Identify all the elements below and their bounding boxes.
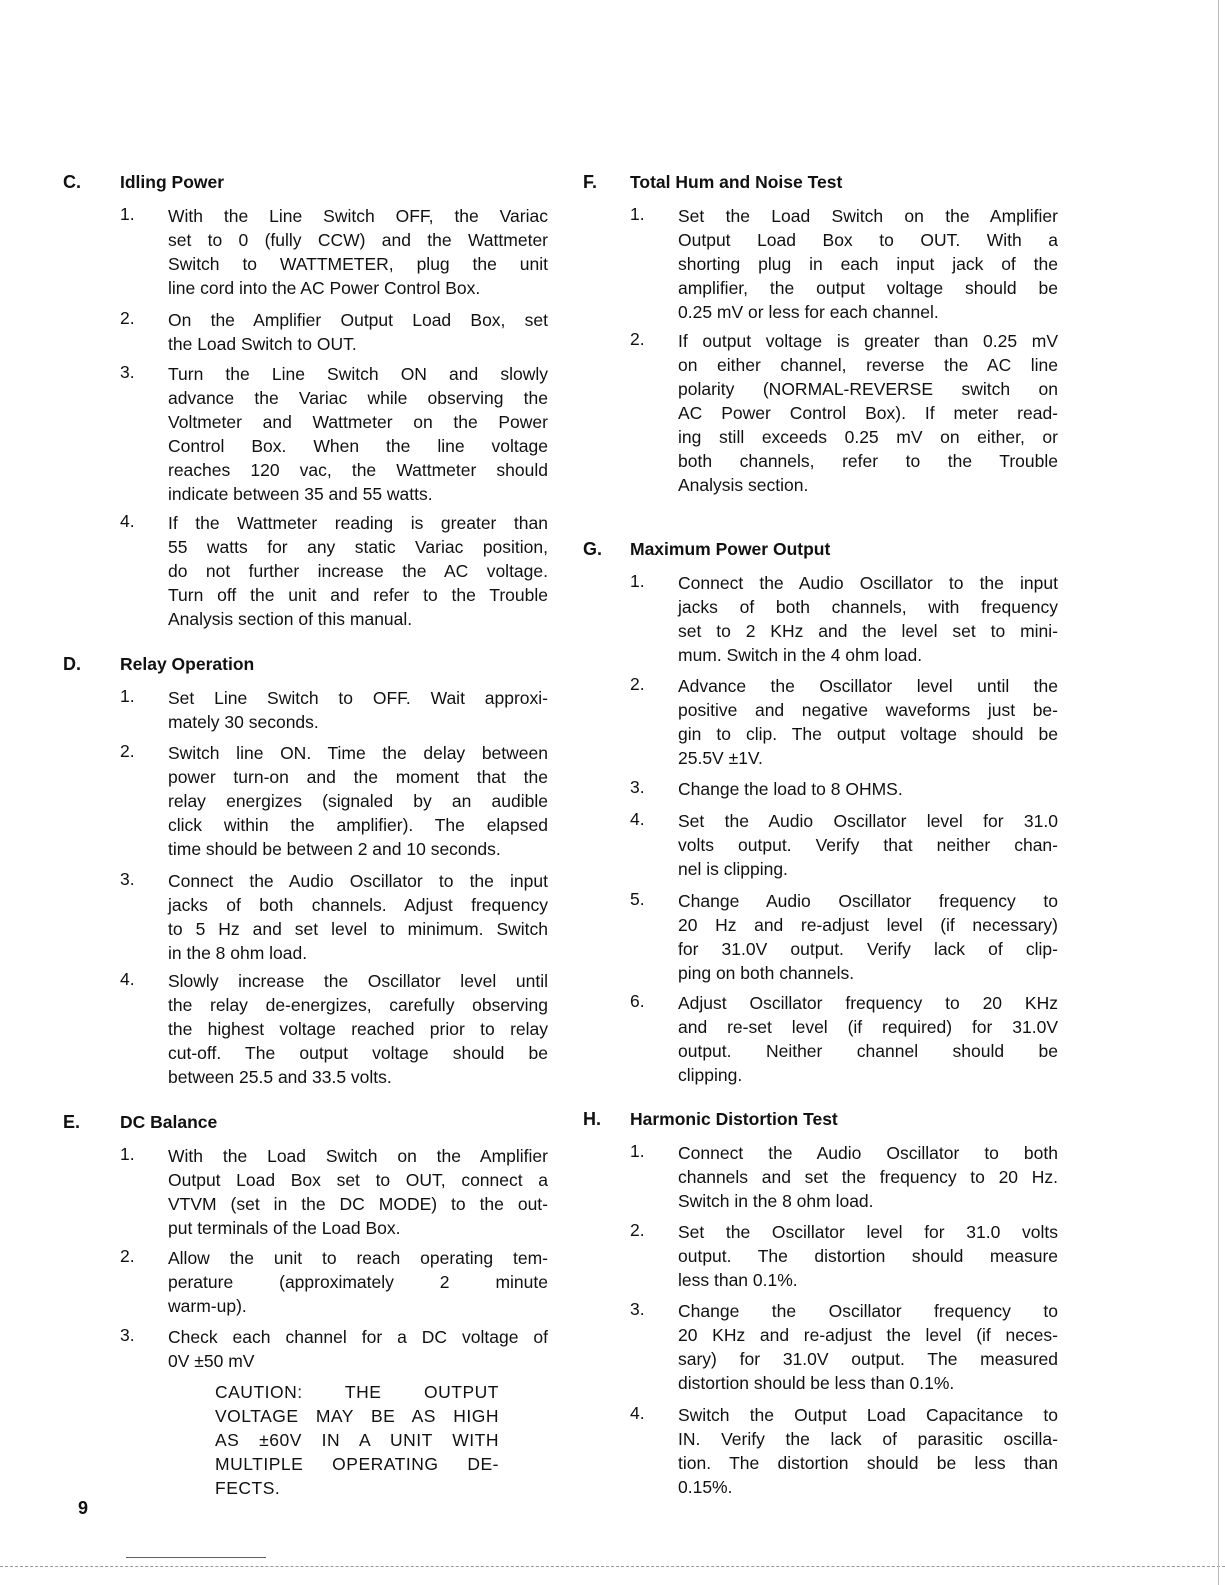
- text-line: in the 8 ohm load.: [168, 943, 308, 963]
- text-line: If output voltage is greater than 0.25 mV: [678, 331, 1058, 351]
- item-number: 3.: [120, 1325, 135, 1345]
- caution-line: MULTIPLE OPERATING DE-: [215, 1454, 499, 1474]
- item-text: [678, 991, 1058, 1087]
- item-text: [168, 1325, 548, 1373]
- text-line: both channels, refer to the Trouble: [678, 451, 1058, 471]
- link-underline: [126, 1557, 266, 1558]
- text-line: click within the amplifier). The elapsed: [168, 815, 548, 835]
- caution-line: CAUTION: THE OUTPUT: [215, 1382, 499, 1402]
- item-number: 1.: [120, 204, 135, 224]
- item-text: [168, 308, 548, 356]
- text-line: Switch in the 8 ohm load.: [678, 1191, 874, 1211]
- text-line: amplifier, the output voltage should be: [678, 278, 1058, 298]
- item-number: 2.: [630, 329, 645, 349]
- text-line: 20 Hz and re-adjust level (if necessary): [678, 915, 1058, 935]
- item-number: 2.: [630, 674, 645, 694]
- text-line: Change Audio Oscillator frequency to: [678, 891, 1058, 911]
- text-line: output. Neither channel should be: [678, 1041, 1058, 1061]
- item-text: [678, 571, 1058, 667]
- text-line: ing still exceeds 0.25 mV on either, or: [678, 427, 1058, 447]
- item-text: [168, 741, 548, 861]
- text-line: 0.25 mV or less for each channel.: [678, 302, 939, 322]
- text-line: sary) for 31.0V output. The measured: [678, 1349, 1058, 1369]
- item-number: 5.: [630, 889, 645, 909]
- text-line: Analysis section of this manual.: [168, 609, 413, 629]
- text-line: Set Line Switch to OFF. Wait approxi-: [168, 688, 548, 708]
- item-number: 1.: [630, 571, 645, 591]
- text-line: distortion should be less than 0.1%.: [678, 1373, 955, 1393]
- text-line: Turn the Line Switch ON and slowly: [168, 364, 548, 384]
- text-line: IN. Verify the lack of parasitic oscilla-: [678, 1429, 1058, 1449]
- item-number: 4.: [120, 969, 135, 989]
- item-text: [678, 674, 1058, 770]
- text-line: indicate between 35 and 55 watts.: [168, 484, 433, 504]
- page-number: 9: [78, 1498, 89, 1518]
- text-line: power turn-on and the moment that the: [168, 767, 548, 787]
- text-line: output. The distortion should measure: [678, 1246, 1058, 1266]
- text-line: With the Load Switch on the Amplifier: [168, 1146, 548, 1166]
- item-text: [678, 809, 1058, 881]
- item-text: [168, 362, 548, 506]
- text-line: Analysis section.: [678, 475, 809, 495]
- section-letter: H.: [583, 1109, 601, 1129]
- section-letter: C.: [63, 172, 81, 192]
- item-text: [168, 204, 548, 300]
- text-line: ping on both channels.: [678, 963, 855, 983]
- text-line: warm-up).: [168, 1296, 247, 1316]
- text-line: Turn off the unit and refer to the Trouble: [168, 585, 548, 605]
- section-title: Idling Power: [120, 172, 225, 192]
- item-number: 4.: [120, 511, 135, 531]
- item-text: [678, 889, 1058, 985]
- text-line: Set the Load Switch on the Amplifier: [678, 206, 1058, 226]
- item-number: 1.: [120, 686, 135, 706]
- item-text: [168, 686, 548, 734]
- caution-line: VOLTAGE MAY BE AS HIGH: [215, 1406, 499, 1426]
- text-line: to 5 Hz and set level to minimum. Switch: [168, 919, 548, 939]
- item-number: 2.: [120, 741, 135, 761]
- text-line: jacks of both channels, with frequency: [678, 597, 1058, 617]
- text-line: Switch the Output Load Capacitance to: [678, 1405, 1058, 1425]
- text-line: Output Load Box set to OUT, connect a: [168, 1170, 548, 1190]
- item-text: [678, 1220, 1058, 1292]
- caution-line: AS ±60V IN A UNIT WITH: [215, 1430, 499, 1450]
- item-text: [678, 329, 1058, 497]
- section-title: Total Hum and Noise Test: [630, 172, 843, 192]
- text-line: Change the load to 8 OHMS.: [678, 779, 903, 799]
- item-number: 1.: [120, 1144, 135, 1164]
- item-text: [168, 969, 548, 1089]
- text-line: Slowly increase the Oscillator level until: [168, 971, 548, 991]
- section-title: Harmonic Distortion Test: [630, 1109, 838, 1129]
- item-text: [168, 869, 548, 965]
- caution-note: [215, 1380, 499, 1500]
- text-line: Set the Audio Oscillator level for 31.0: [678, 811, 1058, 831]
- item-number: 2.: [630, 1220, 645, 1240]
- text-line: mately 30 seconds.: [168, 712, 319, 732]
- text-line: Set the Oscillator level for 31.0 volts: [678, 1222, 1058, 1242]
- text-line: the Load Switch to OUT.: [168, 334, 357, 354]
- text-line: Switch line ON. Time the delay between: [168, 743, 548, 763]
- text-line: jacks of both channels. Adjust frequency: [168, 895, 548, 915]
- text-line: and re-set level (if required) for 31.0V: [678, 1017, 1058, 1037]
- text-line: the highest voltage reached prior to relay: [168, 1019, 548, 1039]
- section-letter: D.: [63, 654, 81, 674]
- text-line: gin to clip. The output voltage should be: [678, 724, 1058, 744]
- text-line: cut-off. The output voltage should be: [168, 1043, 548, 1063]
- text-line: volts output. Verify that neither chan-: [678, 835, 1058, 855]
- text-line: Adjust Oscillator frequency to 20 KHz: [678, 993, 1058, 1013]
- text-line: If the Wattmeter reading is greater than: [168, 513, 548, 533]
- item-number: 4.: [630, 809, 645, 829]
- text-line: the relay de-energizes, carefully observing: [168, 995, 548, 1015]
- text-line: Change the Oscillator frequency to: [678, 1301, 1058, 1321]
- text-line: nel is clipping.: [678, 859, 788, 879]
- text-line: Switch to WATTMETER, plug the unit: [168, 254, 548, 274]
- item-number: 2.: [120, 1246, 135, 1266]
- text-line: With the Line Switch OFF, the Variac: [168, 206, 548, 226]
- section-letter: F.: [583, 172, 598, 192]
- text-line: 25.5V ±1V.: [678, 748, 763, 768]
- item-text: [168, 1246, 548, 1318]
- text-line: line cord into the AC Power Control Box.: [168, 278, 481, 298]
- text-line: On the Amplifier Output Load Box, set: [168, 310, 548, 330]
- item-text: [678, 1299, 1058, 1395]
- item-number: 1.: [630, 204, 645, 224]
- text-line: set to 0 (fully CCW) and the Wattmeter: [168, 230, 548, 250]
- item-number: 3.: [630, 777, 645, 797]
- section-title: Relay Operation: [120, 654, 255, 674]
- text-line: Control Box. When the line voltage: [168, 436, 548, 456]
- text-line: Voltmeter and Wattmeter on the Power: [168, 412, 548, 432]
- item-number: 3.: [120, 869, 135, 889]
- text-line: Output Load Box to OUT. With a: [678, 230, 1058, 250]
- item-text: [678, 777, 1058, 801]
- text-line: tion. The distortion should be less than: [678, 1453, 1058, 1473]
- text-line: polarity (NORMAL-REVERSE switch on: [678, 379, 1058, 399]
- text-line: Advance the Oscillator level until the: [678, 676, 1058, 696]
- section-letter: E.: [63, 1112, 81, 1132]
- text-line: mum. Switch in the 4 ohm load.: [678, 645, 923, 665]
- text-line: time should be between 2 and 10 seconds.: [168, 839, 501, 859]
- text-line: 55 watts for any static Variac position,: [168, 537, 548, 557]
- item-number: 6.: [630, 991, 645, 1011]
- text-line: Connect the Audio Oscillator to both: [678, 1143, 1058, 1163]
- text-line: relay energizes (signaled by an audible: [168, 791, 548, 811]
- item-number: 4.: [630, 1403, 645, 1423]
- text-line: advance the Variac while observing the: [168, 388, 548, 408]
- text-line: Check each channel for a DC voltage of: [168, 1327, 548, 1347]
- text-line: 0.15%.: [678, 1477, 733, 1497]
- text-line: 20 KHz and re-adjust the level (if neces-: [678, 1325, 1058, 1345]
- text-line: Connect the Audio Oscillator to the input: [678, 573, 1058, 593]
- section-title: Maximum Power Output: [630, 539, 831, 559]
- page-right-border: [1218, 0, 1219, 1585]
- text-line: put terminals of the Load Box.: [168, 1218, 401, 1238]
- text-line: clipping.: [678, 1065, 743, 1085]
- text-line: do not further increase the AC voltage.: [168, 561, 548, 581]
- text-line: perature (approximately 2 minute: [168, 1272, 548, 1292]
- text-line: reaches 120 vac, the Wattmeter should: [168, 460, 548, 480]
- item-text: [678, 1141, 1058, 1213]
- item-number: 3.: [120, 362, 135, 382]
- text-line: shorting plug in each input jack of the: [678, 254, 1058, 274]
- text-line: set to 2 KHz and the level set to mini-: [678, 621, 1058, 641]
- text-line: Allow the unit to reach operating tem-: [168, 1248, 548, 1268]
- text-line: between 25.5 and 33.5 volts.: [168, 1067, 392, 1087]
- text-line: channels and set the frequency to 20 Hz.: [678, 1167, 1058, 1187]
- caution-line: FECTS.: [215, 1478, 281, 1498]
- item-number: 3.: [630, 1299, 645, 1319]
- item-text: [678, 1403, 1058, 1499]
- page-edge-divider: [0, 1566, 1225, 1567]
- text-line: Connect the Audio Oscillator to the input: [168, 871, 548, 891]
- item-number: 2.: [120, 308, 135, 328]
- text-line: VTVM (set in the DC MODE) to the out-: [168, 1194, 548, 1214]
- section-letter: G.: [583, 539, 603, 559]
- item-text: [168, 511, 548, 631]
- item-number: 1.: [630, 1141, 645, 1161]
- text-line: for 31.0V output. Verify lack of clip-: [678, 939, 1058, 959]
- text-line: AC Power Control Box). If meter read-: [678, 403, 1058, 423]
- text-line: 0V ±50 mV: [168, 1351, 255, 1371]
- text-line: positive and negative waveforms just be-: [678, 700, 1058, 720]
- section-title: DC Balance: [120, 1112, 218, 1132]
- text-line: less than 0.1%.: [678, 1270, 798, 1290]
- text-line: on either channel, reverse the AC line: [678, 355, 1058, 375]
- item-text: [168, 1144, 548, 1240]
- item-text: [678, 204, 1058, 324]
